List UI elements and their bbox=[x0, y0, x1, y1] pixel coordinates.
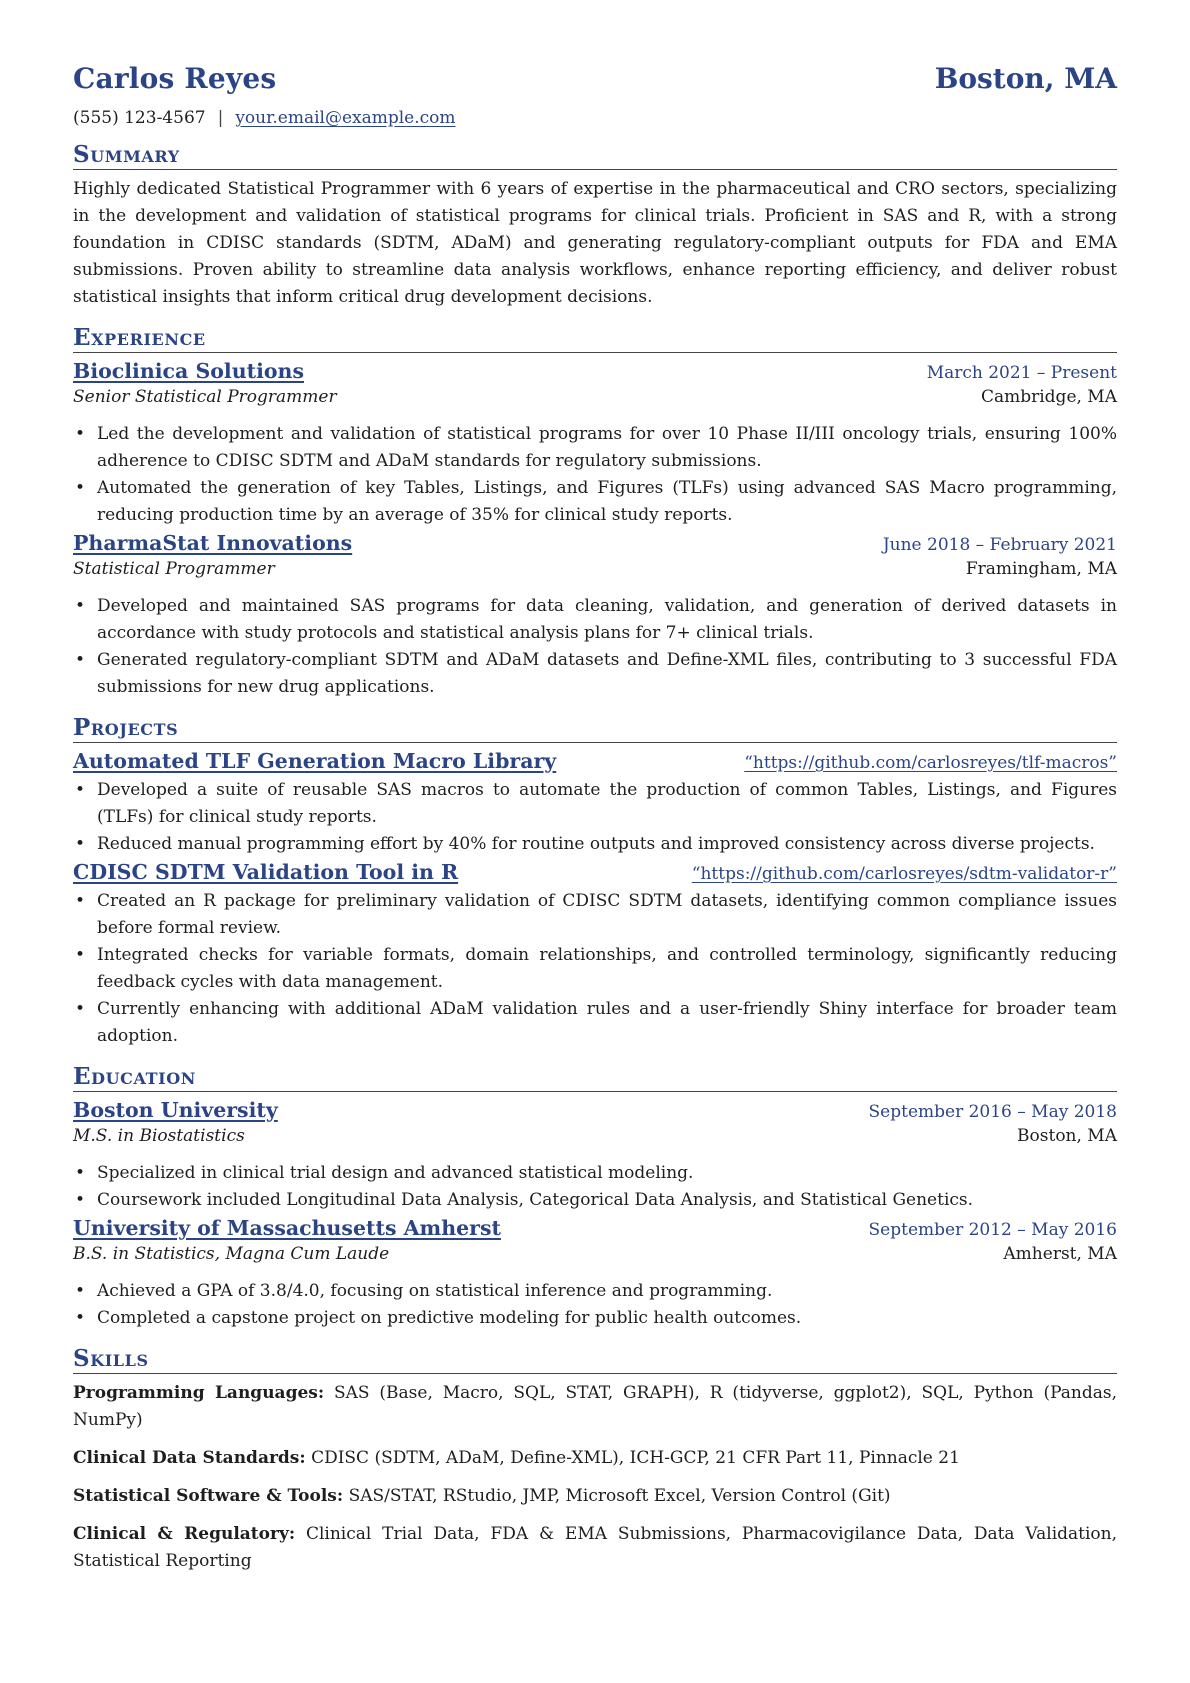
summary-section bbox=[73, 142, 1117, 311]
school-link[interactable]: University of Massachusetts Amherst bbox=[73, 1216, 501, 1240]
section-title-skills: Skills bbox=[73, 1346, 1117, 1374]
job-title: Senior Statistical Programmer bbox=[73, 387, 337, 407]
list-item: • Coursework included Longitudinal Data Analysis, Categorical Data Analysis, and Statistical Genetics. bbox=[97, 1187, 1117, 1214]
list-item: • Created an R package for preliminary validation of CDISC SDTM datasets, identifying common compliance issues before formal review. bbox=[97, 888, 1117, 942]
header-location: Boston, MA bbox=[934, 62, 1117, 95]
project-url-link[interactable]: “https://github.com/carlosreyes/sdtm-validator-r” bbox=[691, 864, 1117, 884]
employer-link[interactable]: Bioclinica Solutions bbox=[73, 359, 304, 383]
school-location: Amherst, MA bbox=[1003, 1244, 1117, 1264]
education-entry bbox=[73, 1098, 1117, 1214]
list-item: • Automated the generation of key Tables, Listings, and Figures (TLFs) using advanced SAS Macro programming, reducing production time by an average of 35% for clinical study reports. bbox=[97, 475, 1117, 529]
school-link[interactable]: Boston University bbox=[73, 1098, 278, 1122]
skill-value: CDISC (SDTM, ADaM, Define-XML), ICH-GCP, 21 CFR Part 11, Pinnacle 21 bbox=[311, 1448, 960, 1468]
project-name-link[interactable]: CDISC SDTM Validation Tool in R bbox=[73, 860, 459, 884]
degree: B.S. in Statistics, Magna Cum Laude bbox=[73, 1244, 390, 1264]
job-dates: March 2021 – Present bbox=[926, 363, 1117, 383]
experience-entry bbox=[73, 531, 1117, 701]
job-bullets bbox=[73, 593, 1117, 701]
list-item: • Completed a capstone project on predictive modeling for public health outcomes. bbox=[97, 1305, 1117, 1332]
skill-value: SAS (Base, Macro, SQL, STAT, GRAPH), R (tidyverse, ggplot2), SQL, Python (Pandas, NumPy) bbox=[73, 1383, 1118, 1430]
employer-link[interactable]: PharmaStat Innovations bbox=[73, 531, 353, 555]
skill-label: Clinical Data Standards: bbox=[73, 1448, 306, 1468]
project-name-link[interactable]: Automated TLF Generation Macro Library bbox=[73, 749, 557, 773]
contact-separator: | bbox=[217, 108, 224, 128]
skill-value: SAS/STAT, RStudio, JMP, Microsoft Excel, Version Control (Git) bbox=[348, 1486, 891, 1506]
projects-section bbox=[73, 715, 1117, 1050]
skill-label: Programming Languages: bbox=[73, 1383, 325, 1403]
contact-line bbox=[73, 108, 1117, 128]
header bbox=[73, 62, 1117, 106]
skills-section bbox=[73, 1346, 1117, 1575]
degree: M.S. in Biostatistics bbox=[73, 1126, 245, 1146]
skill-line bbox=[73, 1521, 1117, 1575]
list-item: • Currently enhancing with additional ADaM validation rules and a user-friendly Shiny interface for broader team adoption. bbox=[97, 996, 1117, 1050]
section-title-education: Education bbox=[73, 1064, 1117, 1092]
project-entry bbox=[73, 749, 1117, 858]
list-item: • Reduced manual programming effort by 40% for routine outputs and improved consistency across diverse projects. bbox=[97, 831, 1117, 858]
education-section bbox=[73, 1064, 1117, 1332]
skill-line bbox=[73, 1445, 1117, 1472]
list-item: • Specialized in clinical trial design and advanced statistical modeling. bbox=[97, 1160, 1117, 1187]
list-item: • Developed and maintained SAS programs for data cleaning, validation, and generation of derived datasets in accordance with study protocols and statistical analysis plans for 7+ clinical trials. bbox=[97, 593, 1117, 647]
list-item: • Developed a suite of reusable SAS macros to automate the production of common Tables, Listings, and Figures (TLFs) for clinical study reports. bbox=[97, 777, 1117, 831]
email-link[interactable]: your.email@example.com bbox=[235, 108, 456, 128]
education-bullets bbox=[73, 1160, 1117, 1214]
job-bullets bbox=[73, 421, 1117, 529]
job-location: Framingham, MA bbox=[965, 559, 1117, 579]
skill-line bbox=[73, 1483, 1117, 1510]
school-dates: September 2012 – May 2016 bbox=[868, 1220, 1117, 1240]
section-title-summary: Summary bbox=[73, 142, 1117, 170]
project-entry bbox=[73, 860, 1117, 1050]
project-bullets bbox=[73, 777, 1117, 858]
job-title: Statistical Programmer bbox=[73, 559, 275, 579]
list-item: • Generated regulatory-compliant SDTM and ADaM datasets and Define-XML files, contributing to 3 successful FDA submissions for new drug applications. bbox=[97, 647, 1117, 701]
school-dates: September 2016 – May 2018 bbox=[868, 1102, 1117, 1122]
skill-label: Clinical & Regulatory: bbox=[73, 1524, 296, 1544]
job-location: Cambridge, MA bbox=[980, 387, 1117, 407]
section-title-experience: Experience bbox=[73, 325, 1117, 353]
education-entry bbox=[73, 1216, 1117, 1332]
candidate-name: Carlos Reyes bbox=[73, 62, 277, 95]
project-url-link[interactable]: “https://github.com/carlosreyes/tlf-macros” bbox=[744, 753, 1117, 773]
skill-value: Clinical Trial Data, FDA & EMA Submissions, Pharmacovigilance Data, Data Validation, Statistical Reporting bbox=[73, 1524, 1118, 1571]
phone-number: (555) 123-4567 bbox=[73, 108, 206, 128]
skill-label: Statistical Software & Tools: bbox=[73, 1486, 344, 1506]
experience-entry bbox=[73, 359, 1117, 529]
school-location: Boston, MA bbox=[1017, 1126, 1117, 1146]
skill-line bbox=[73, 1380, 1117, 1434]
list-item: • Led the development and validation of statistical programs for over 10 Phase II/III oncology trials, ensuring 100% adherence to CDISC SDTM and ADaM standards for regulatory submissions. bbox=[97, 421, 1117, 475]
section-title-projects: Projects bbox=[73, 715, 1117, 743]
summary-text: Highly dedicated Statistical Programmer with 6 years of expertise in the pharmaceutical and CRO sectors, specializing in the development and validation of statistical programs for clinical trials. Proficient in SAS and R, with a strong foundation in CDISC standards (SDTM, ADaM) and generating regulatory-compliant outputs for FDA and EMA submissions. Proven ability to streamline data analysis workflows, enhance reporting efficiency, and deliver robust statistical insights that inform critical drug development decisions. bbox=[73, 179, 1117, 307]
project-bullets bbox=[73, 888, 1117, 1050]
job-dates: June 2018 – February 2021 bbox=[882, 535, 1117, 555]
list-item: • Achieved a GPA of 3.8/4.0, focusing on statistical inference and programming. bbox=[97, 1278, 1117, 1305]
experience-section bbox=[73, 325, 1117, 701]
list-item: • Integrated checks for variable formats, domain relationships, and controlled terminology, significantly reducing feedback cycles with data management. bbox=[97, 942, 1117, 996]
education-bullets bbox=[73, 1278, 1117, 1332]
